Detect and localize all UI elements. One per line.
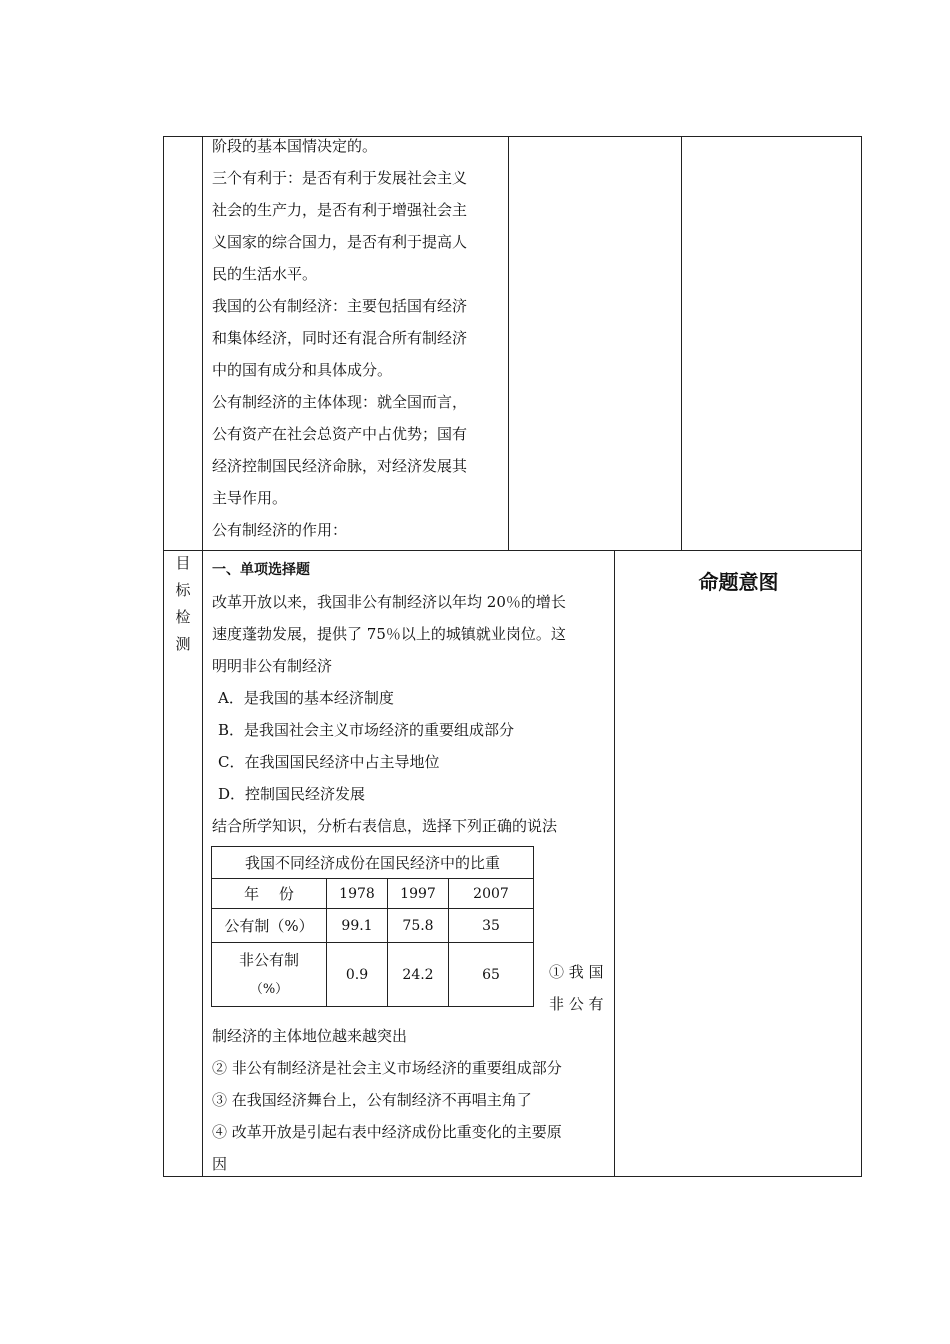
table-row <box>212 943 534 1007</box>
row-divider <box>163 550 862 551</box>
cell-value: 24.2 <box>388 943 449 1007</box>
side-char: 标 <box>175 581 191 599</box>
column-divider-bottom <box>614 550 615 1177</box>
text-line: 和集体经济，同时还有混合所有制经济 <box>212 329 468 347</box>
text-line: 公有资产在社会总资产中占优势；国有 <box>212 425 468 443</box>
statement-line: ④ 改革开放是引起右表中经济成份比重变化的主要原 <box>212 1123 562 1141</box>
cell-value: 65 <box>449 943 534 1007</box>
row-label-line: （%） <box>249 981 289 997</box>
text-line: 三个有利于：是否有利于发展社会主义 <box>212 169 468 187</box>
cell-value: 99.1 <box>327 909 388 943</box>
wrap-text: ① 我 国 <box>549 963 604 981</box>
text-line: 义国家的综合国力，是否有利于提高人 <box>212 233 468 251</box>
question-intro: 结合所学知识，分析右表信息，选择下列正确的说法 <box>212 817 558 835</box>
outer-border-right <box>861 136 862 1177</box>
question-block <box>212 554 566 842</box>
text-line: 公有制经济的作用： <box>212 521 348 539</box>
statements-block <box>212 1020 562 1180</box>
side-char: 检 <box>175 608 191 626</box>
column-divider-side <box>202 136 203 1177</box>
table-header-1997: 1997 <box>388 879 449 909</box>
section-title: 一、单项选择题 <box>212 562 310 578</box>
table-header-2007: 2007 <box>449 879 534 909</box>
statement-line: ② 非公有制经济是社会主义市场经济的重要组成部分 <box>212 1059 562 1077</box>
option-b: B．是我国社会主义市场经济的重要组成部分 <box>218 721 515 739</box>
wrap-text: 非 公 有 <box>549 995 604 1013</box>
column-divider-top-right <box>681 136 682 550</box>
column-divider-top-mid <box>508 136 509 550</box>
economy-share-table <box>211 846 534 1007</box>
cell-value: 0.9 <box>327 943 388 1007</box>
question-line: 改革开放以来，我国非公有制经济以年均 20％的增长 <box>212 593 566 611</box>
side-label <box>164 550 202 658</box>
cell-value: 75.8 <box>388 909 449 943</box>
text-line: 主导作用。 <box>212 489 288 507</box>
text-line: 我国的公有制经济：主要包括国有经济 <box>212 297 468 315</box>
statement-line: 制经济的主体地位越来越突出 <box>212 1027 408 1045</box>
text-line: 民的生活水平。 <box>212 265 318 283</box>
table-title: 我国不同经济成份在国民经济中的比重 <box>212 847 534 879</box>
option-a: A．是我国的基本经济制度 <box>218 689 394 707</box>
text-line: 社会的生产力，是否有利于增强社会主 <box>212 201 468 219</box>
table-row <box>212 909 534 943</box>
statement-line: ③ 在我国经济舞台上，公有制经济不再唱主角了 <box>212 1091 532 1109</box>
side-char: 测 <box>175 635 191 653</box>
text-line: 中的国有成分和具体成分。 <box>212 361 393 379</box>
option-d: D．控制国民经济发展 <box>218 785 366 803</box>
purpose-heading: 命题意图 <box>698 570 779 594</box>
row-label-public: 公有制（%） <box>212 909 327 943</box>
text-line: 经济控制国民经济命脉，对经济发展其 <box>212 457 468 475</box>
question-line: 明明非公有制经济 <box>212 657 333 675</box>
text-line: 阶段的基本国情决定的。 <box>212 137 378 155</box>
row-label-nonpublic <box>212 943 327 1007</box>
side-char: 目 <box>175 554 191 572</box>
cell-value: 35 <box>449 909 534 943</box>
text-line: 公有制经济的主体体现：就全国而言， <box>212 393 468 411</box>
question-line: 速度蓬勃发展，提供了 75％以上的城镇就业岗位。这 <box>212 625 566 643</box>
table-header-1978: 1978 <box>327 879 388 909</box>
table-header-year: 年 份 <box>212 879 327 909</box>
row-label-line: 非公有制 <box>238 950 299 969</box>
top-section-text <box>212 130 467 546</box>
option-c: C．在我国国民经济中占主导地位 <box>218 753 440 771</box>
statement-line: 因 <box>212 1155 228 1173</box>
